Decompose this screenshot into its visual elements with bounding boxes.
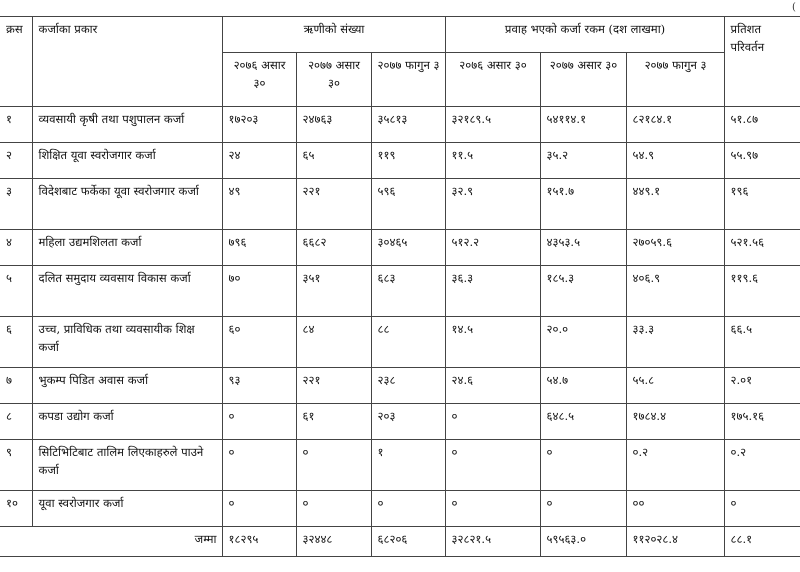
table-row xyxy=(0,491,800,527)
total-label: जम्मा xyxy=(0,527,222,557)
cell-value: ५४.७ xyxy=(540,368,626,404)
cell-value: ७० xyxy=(222,266,296,317)
cell-value: ८४ xyxy=(296,317,371,368)
total-row xyxy=(0,527,800,557)
cell-value: १७२०३ xyxy=(222,107,296,143)
cell-value: २०.० xyxy=(540,317,626,368)
cell-value: २०३ xyxy=(371,404,445,440)
cell-value: २२१ xyxy=(296,179,371,230)
cell-value: ५९६ xyxy=(371,179,445,230)
cell-value: ११.५ xyxy=(445,143,540,179)
cell-value: ६० xyxy=(222,317,296,368)
cell-value: ० xyxy=(222,404,296,440)
cell-value: ० xyxy=(296,440,371,491)
cell-serial: २ xyxy=(0,143,32,179)
cell-serial: १० xyxy=(0,491,32,527)
cell-loan-type: भुकम्प पिडित अवास कर्जा xyxy=(32,368,222,404)
cell-percent: २.०१ xyxy=(724,368,800,404)
header-date: २०७७ फागुन ३ xyxy=(371,53,445,107)
total-value: ६८२०६ xyxy=(371,527,445,557)
cell-serial: ८ xyxy=(0,404,32,440)
cell-percent: ० xyxy=(724,491,800,527)
total-value: १८२९५ xyxy=(222,527,296,557)
cell-value: ३३.३ xyxy=(626,317,724,368)
header-date: २०७७ असार ३० xyxy=(540,53,626,107)
cell-value: ३५८१३ xyxy=(371,107,445,143)
cell-serial: ३ xyxy=(0,179,32,230)
cell-value: ६१ xyxy=(296,404,371,440)
table-row xyxy=(0,368,800,404)
cell-value: ४९ xyxy=(222,179,296,230)
header-date: २०७६ असार ३० xyxy=(445,53,540,107)
cell-value: २२१ xyxy=(296,368,371,404)
cell-loan-type: शिक्षित यूवा स्वरोजगार कर्जा xyxy=(32,143,222,179)
cell-value: ० xyxy=(445,491,540,527)
cell-value: ६६८२ xyxy=(296,230,371,266)
cell-value: २४.६ xyxy=(445,368,540,404)
cell-value: ० xyxy=(371,491,445,527)
table-row xyxy=(0,107,800,143)
cell-value: ३६.३ xyxy=(445,266,540,317)
cell-value: ७९६ xyxy=(222,230,296,266)
cell-value: १७८४.४ xyxy=(626,404,724,440)
cell-value: ५४.९ xyxy=(626,143,724,179)
cell-value: ० xyxy=(296,491,371,527)
cell-value: १४.५ xyxy=(445,317,540,368)
header-borrowers-group: ऋणीको संख्या xyxy=(222,17,445,53)
header-row-top xyxy=(0,17,800,53)
cell-loan-type: विदेशबाट फर्केका यूवा स्वरोजगार कर्जा xyxy=(32,179,222,230)
cell-loan-type: यूवा स्वरोजगार कर्जा xyxy=(32,491,222,527)
cell-serial: ६ xyxy=(0,317,32,368)
corner-mark: ( xyxy=(792,2,796,13)
cell-value: ०० xyxy=(626,491,724,527)
cell-serial: ७ xyxy=(0,368,32,404)
cell-value: ३५.२ xyxy=(540,143,626,179)
cell-value: ० xyxy=(540,440,626,491)
cell-serial: ४ xyxy=(0,230,32,266)
header-loan-type: कर्जाका प्रकार xyxy=(32,17,222,107)
cell-loan-type: कपडा उद्योग कर्जा xyxy=(32,404,222,440)
cell-value: ९३ xyxy=(222,368,296,404)
cell-percent: ५५.९७ xyxy=(724,143,800,179)
cell-value: १ xyxy=(371,440,445,491)
header-date: २०७६ असार ३० xyxy=(222,53,296,107)
table-row xyxy=(0,179,800,230)
cell-value: ४०६.९ xyxy=(626,266,724,317)
cell-value: ८२१८४.१ xyxy=(626,107,724,143)
cell-loan-type: व्यवसायी कृषी तथा पशुपालन कर्जा xyxy=(32,107,222,143)
cell-value: ०.२ xyxy=(626,440,724,491)
cell-value: २४ xyxy=(222,143,296,179)
cell-percent: ०.२ xyxy=(724,440,800,491)
cell-percent: ६६.५ xyxy=(724,317,800,368)
cell-value: २७०५९.६ xyxy=(626,230,724,266)
cell-value: ५५.८ xyxy=(626,368,724,404)
cell-serial: १ xyxy=(0,107,32,143)
table-row xyxy=(0,143,800,179)
total-value: ३२४४८ xyxy=(296,527,371,557)
cell-value: ३२.९ xyxy=(445,179,540,230)
cell-value: ३५१ xyxy=(296,266,371,317)
cell-loan-type: महिला उद्यमशिलता कर्जा xyxy=(32,230,222,266)
table-row xyxy=(0,266,800,317)
cell-value: ३०४६५ xyxy=(371,230,445,266)
total-value: ११२०२८.४ xyxy=(626,527,724,557)
cell-value: ११९ xyxy=(371,143,445,179)
cell-value: ६८३ xyxy=(371,266,445,317)
cell-loan-type: दलित समुदाय व्यवसाय विकास कर्जा xyxy=(32,266,222,317)
cell-value: ३२१८९.५ xyxy=(445,107,540,143)
cell-value: ० xyxy=(222,491,296,527)
cell-value: १५१.७ xyxy=(540,179,626,230)
cell-value: ५४११४.१ xyxy=(540,107,626,143)
cell-value: ५१२.२ xyxy=(445,230,540,266)
cell-value: २४७६३ xyxy=(296,107,371,143)
table-row xyxy=(0,440,800,491)
cell-loan-type: उच्च, प्राविधिक तथा व्यवसायीक शिक्ष कर्जा xyxy=(32,317,222,368)
cell-serial: ९ xyxy=(0,440,32,491)
header-amount-group: प्रवाह भएको कर्जा रकम (दश लाखमा) xyxy=(445,17,724,53)
table-row xyxy=(0,317,800,368)
total-value: ५९५६३.० xyxy=(540,527,626,557)
cell-value: ४४९.१ xyxy=(626,179,724,230)
header-date: २०७७ असार ३० xyxy=(296,53,371,107)
cell-percent: ५१.८७ xyxy=(724,107,800,143)
cell-value: ० xyxy=(445,440,540,491)
header-percent-change: प्रतिशत परिवर्तन xyxy=(724,17,800,107)
cell-loan-type: सिटिभिटिबाट तालिम लिएकाहरुले पाउने कर्जा xyxy=(32,440,222,491)
cell-value: ० xyxy=(540,491,626,527)
table-row xyxy=(0,404,800,440)
total-value: ३२८२१.५ xyxy=(445,527,540,557)
cell-value: ० xyxy=(222,440,296,491)
cell-value: ६५ xyxy=(296,143,371,179)
header-serial: क्रस xyxy=(0,17,32,107)
table-row xyxy=(0,230,800,266)
header-date: २०७७ फागुन ३ xyxy=(626,53,724,107)
cell-percent: ५२१.५६ xyxy=(724,230,800,266)
cell-serial: ५ xyxy=(0,266,32,317)
cell-percent: १९६ xyxy=(724,179,800,230)
loan-statistics-table xyxy=(0,16,800,557)
cell-value: २३८ xyxy=(371,368,445,404)
cell-percent: ११९.६ xyxy=(724,266,800,317)
cell-value: ६४८.५ xyxy=(540,404,626,440)
cell-value: ० xyxy=(445,404,540,440)
cell-percent: १७५.१६ xyxy=(724,404,800,440)
total-percent: ८८.१ xyxy=(724,527,800,557)
cell-value: ८८ xyxy=(371,317,445,368)
cell-value: ४३५३.५ xyxy=(540,230,626,266)
cell-value: १८५.३ xyxy=(540,266,626,317)
